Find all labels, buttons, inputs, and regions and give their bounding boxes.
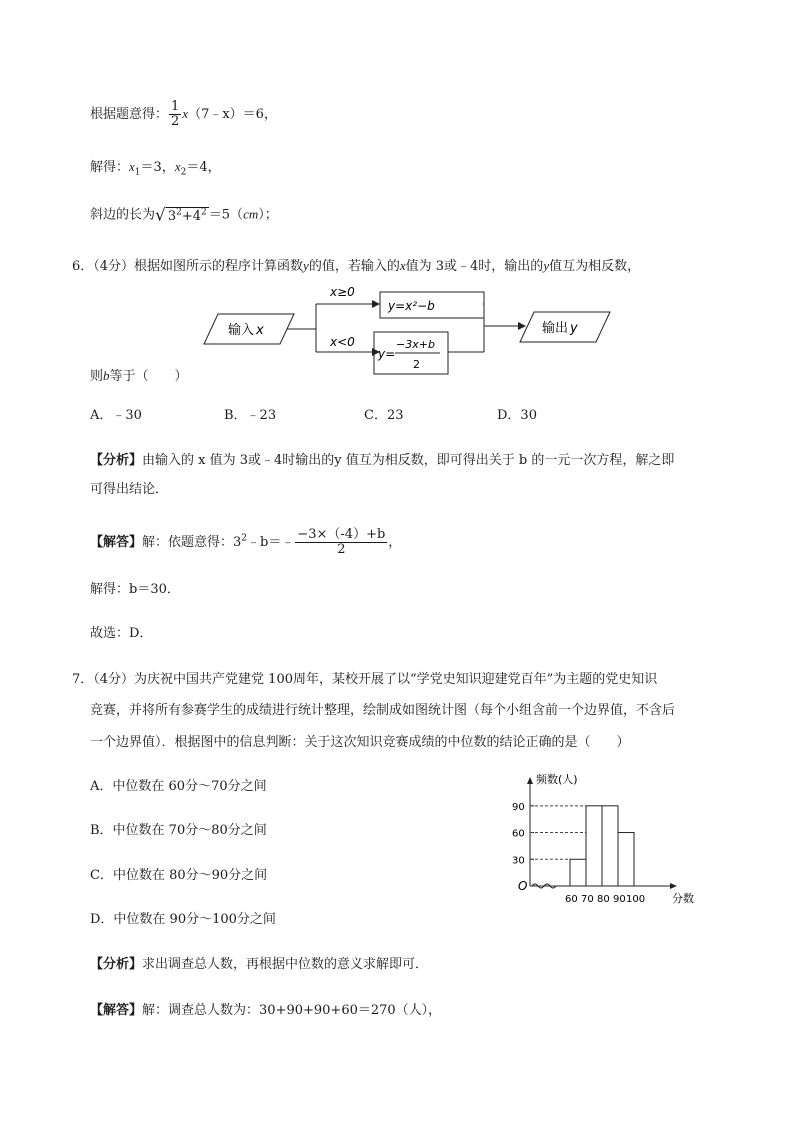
q6-answer-exp: 2 [241,533,248,544]
condition-bottom: x<0 [330,335,355,349]
q6-stem2-var: b [103,368,110,383]
q6-option-a[interactable]: A．﹣30 [90,408,142,423]
q6-stem-b: 的值，若输入的 [308,259,400,274]
q5-l3-end: ）； [258,207,278,223]
q7-option-a[interactable]: A．中位数在 60分～70分之间 [90,779,267,794]
q7-stem-1: 7．（4分）为庆祝中国共产党建党 100周年，某校开展了以“学党史知识迎建党百年”为主题的党史知识 [72,672,658,687]
q7-stem-2: 竞赛，并将所有参赛学生的成绩进行统计整理，绘制成如图统计图（每个小组含前一个边界值，不含后 [90,703,676,718]
box-bottom-den: 2 [413,358,420,371]
box-bottom-num: −3x+b [396,338,435,351]
q6-stem-y2: y [543,258,550,273]
y-tick-label: 90 [512,801,525,813]
x-tick-label: 60 [565,894,578,905]
q6-answer-end: ， [388,535,402,550]
q5-l2-x2: x [174,159,181,174]
q5-sqrt: √ $3^2+4^2$ [155,205,207,226]
q6-answer-fraction [295,528,387,557]
origin-label: O [518,879,528,893]
q6-option-b[interactable]: B．﹣23 [224,408,277,423]
q7-answer-text: 解：调查总人数为：30+90+90+60＝270（人）， [142,1003,442,1018]
output-label: 输出 [542,321,569,336]
q6-options [90,406,590,426]
q6-option-c[interactable]: C．23 [364,408,404,423]
q5-l3-plus: +4 [181,209,202,225]
q5-l2-sub1: 1 [134,167,141,178]
q6-analysis-text-1: 由输入的 x 值为 3或﹣4时输出的y 值互为相反数，即可得出关于 b 的一元一次方程，解之即 [142,453,675,468]
q6-stem2-c: 等于（ ） [109,369,188,384]
box-bottom-y: y= [378,347,396,361]
q6-answer-num: −3×（-4）+b [297,527,386,542]
q6-stem-2 [90,366,188,387]
q5-l2-v1: ＝3， [140,160,175,175]
y-tick-label: 60 [512,828,525,840]
q6-answer-den: 2 [337,542,346,557]
q5-l3-unit: cm [243,206,259,222]
output-var: y [570,321,578,336]
q6-answer-a: 解：依题意得：3 [142,535,242,550]
q5-l3-prefix: 斜边的长为 [90,207,156,223]
y-tick-label: 30 [512,855,525,867]
frequency-histogram [500,770,694,910]
x-axis-arrow [670,883,677,889]
q7-stem-3: 一个边界值）．根据图中的信息判断：关于这次知识竞赛成绩的中位数的结论正确的是（ ） [90,735,630,750]
q5-l1-rest: （7﹣x）＝6， [188,107,277,122]
y-axis-label: 频数(人) [536,773,578,786]
input-label: 输入 [228,323,255,338]
q6-stem-x: x [399,258,406,273]
q6-stem-y: y [303,258,309,273]
q5-l3-a: 3 [167,209,177,225]
q6-analysis-2 [90,480,168,500]
q5-frac-den: 2 [171,114,180,129]
q7-analysis [90,955,428,975]
input-var: x [256,323,264,338]
q5-l3-e1: 2 [176,208,182,218]
q5-l3-e2: 2 [201,208,207,218]
q7-option-b[interactable]: B．中位数在 70分～80分之间 [90,823,267,838]
q6-answer-1 [90,528,401,557]
arrow-top [372,300,380,308]
x-tick-label: 90 [613,894,626,905]
q7-answer [90,1001,441,1021]
q5-line-3 [90,203,278,227]
q6-stem-c: 值为 3或﹣4时，输出的 [405,259,544,274]
q5-l2-v2: ＝4， [186,160,221,175]
x-tick-label: 80 [597,894,610,905]
q5-l2-prefix: 解得： [90,160,130,175]
q6-analysis-1 [90,451,674,471]
q5-line-2 [90,157,221,183]
condition-top: x≥0 [330,285,355,299]
x-tick-label: 100 [626,894,646,905]
program-flowchart [200,282,620,378]
q5-l2-x1: x [129,159,135,174]
q5-half-fraction [169,100,181,129]
arrow-output [518,322,526,330]
q7-option-d[interactable]: D．中位数在 90分～100分之间 [90,912,276,927]
x-axis-label: 分数 [672,892,694,905]
histogram-bar [618,833,634,886]
q6-stem-1 [72,256,640,277]
q6-choose: 故选：D． [90,626,153,641]
histogram-bar [570,859,586,886]
q6-answer-b: ﹣b＝﹣ [247,535,295,550]
q7-analysis-tag: 【分析】 [90,957,143,972]
q5-l2-sub2: 2 [180,167,187,178]
q7-option-c[interactable]: C．中位数在 80分～90分之间 [90,868,268,883]
q6-stem-d: 值互为相反数， [549,259,641,274]
q6-solve: 解得：b＝30． [90,582,180,597]
histogram-bar [586,806,602,886]
q5-l1-prefix: 根据题意得： [90,107,169,122]
q7-analysis-text: 求出调查总人数，再根据中位数的意义求解即可． [142,957,429,972]
box-top-formula: y=x²−b [388,299,435,313]
q5-frac-num: 1 [171,99,180,114]
q6-answer-tag: 【解答】 [90,535,143,550]
q5-line-1 [90,100,277,129]
q7-answer-tag: 【解答】 [90,1003,143,1018]
q5-l3-rest: ＝5（ [208,207,244,223]
histogram-bar [602,806,618,886]
q6-analysis-tag: 【分析】 [90,453,143,468]
q6-analysis-text-2: 可得出结论． [90,482,169,497]
q6-option-d[interactable]: D．30 [497,408,537,423]
q5-l1-x: x [182,106,189,121]
q6-stem2-a: 则 [90,369,104,384]
x-tick-label: 70 [581,894,594,905]
q6-stem-a: 6．（4分）根据如图所示的程序计算函数 [72,259,304,274]
y-axis-arrow [527,777,533,784]
